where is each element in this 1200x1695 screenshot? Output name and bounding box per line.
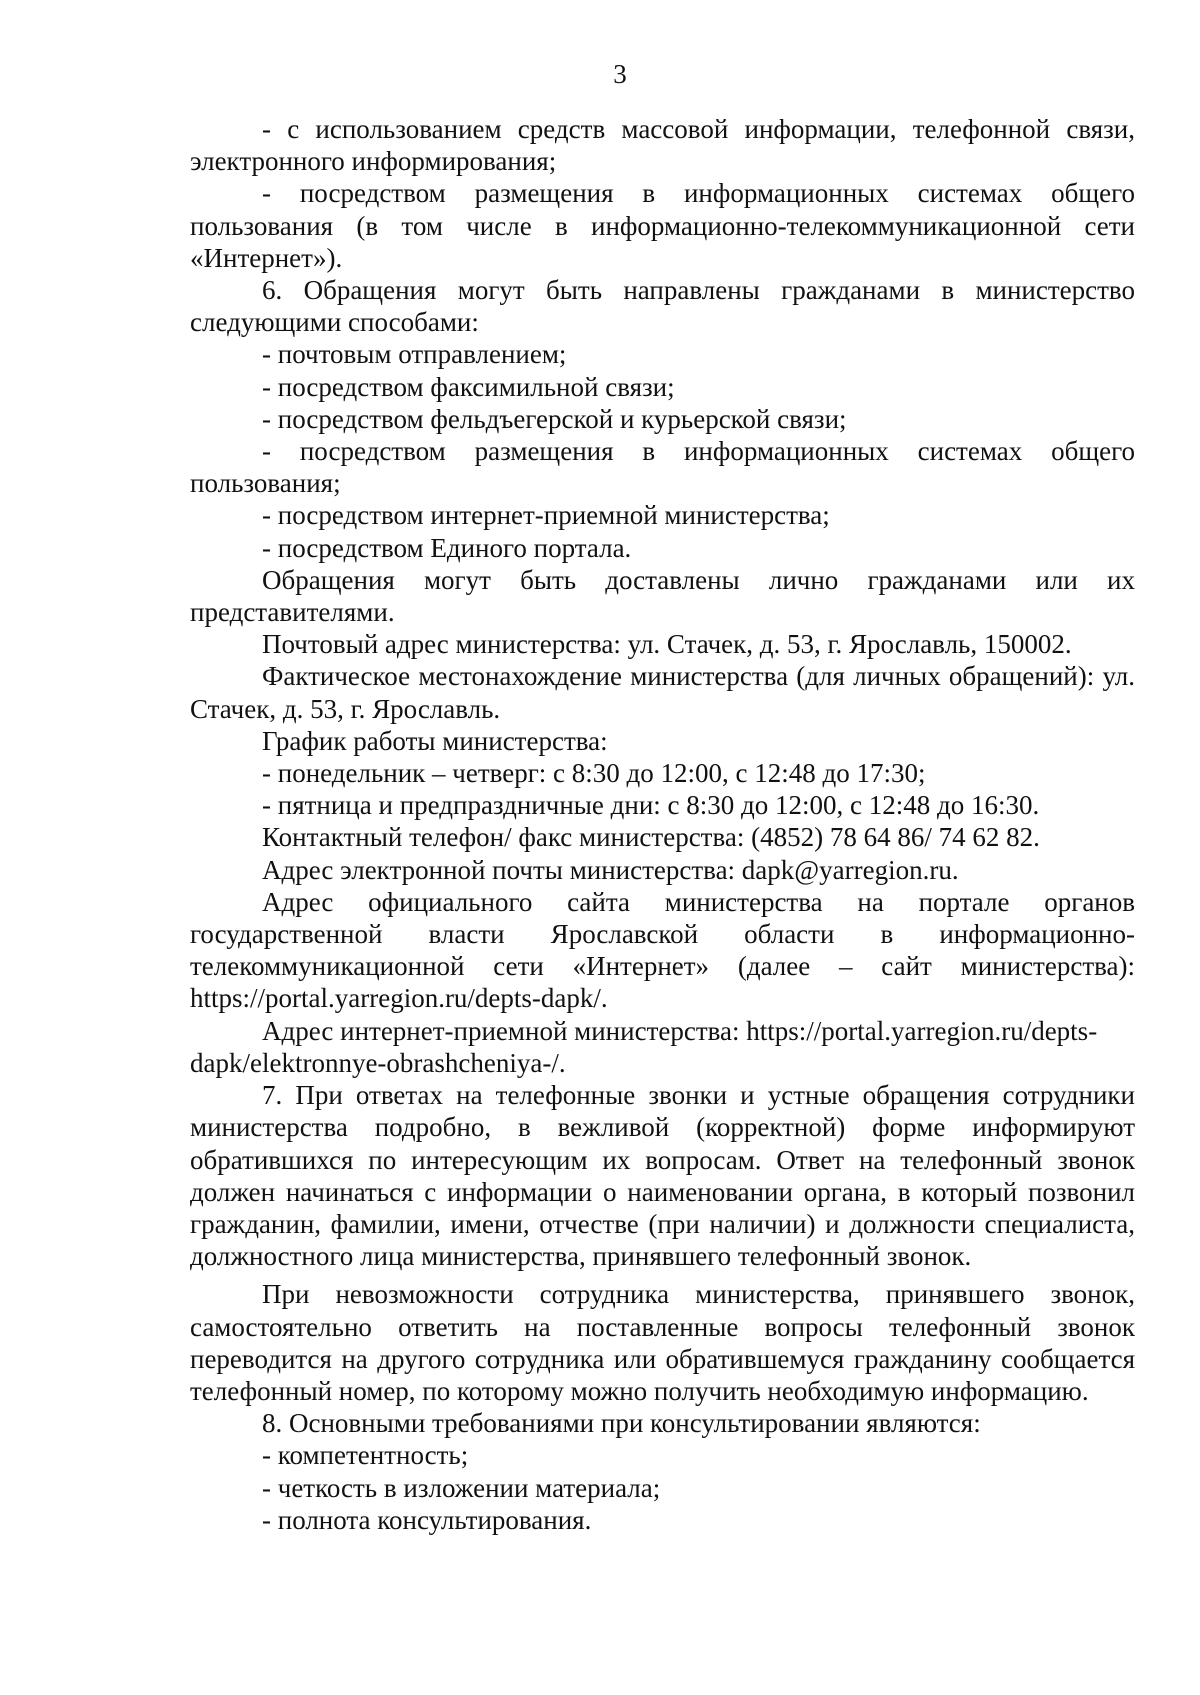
schedule-mon-thu: - понедельник – четверг: с 8:30 до 12:00, с 12:48 до 17:30; — [262, 758, 926, 789]
paragraph-schedule-title: График работы министерства: — [262, 725, 608, 756]
list-item-fax: - посредством факсимильной связи; — [262, 371, 675, 402]
paragraph-info-media: - с использованием средств массовой информации, телефонной связи, электронного информирования; — [190, 114, 1135, 177]
paragraph-actual-location: Фактическое местонахождение министерства (для личных обращений): ул. Стачек, д. 53, г. Ярославль. — [190, 661, 1135, 724]
paragraph-info-systems: - посредством размещения в информационных системах общего пользования (в том числе в информационно-телекоммуникационной сети «Интернет»). — [190, 178, 1135, 273]
paragraph-call-transfer: При невозможности сотрудника министерства, принявшего звонок, самостоятельно ответить на поставленные вопросы телефонный звонок переводится на другого сотрудника или обратившемуся гражданину сообщается телефонный номер, по которому можно получить необходимую информацию. — [190, 1279, 1135, 1406]
paragraph-item-8: 8. Основными требованиями при консультировании являются: — [262, 1408, 981, 1439]
paragraph-item-6: 6. Обращения могут быть направлены гражданами в министерство следующими способами: — [190, 275, 1135, 338]
list-item-completeness: - полнота консультирования. — [262, 1504, 592, 1535]
paragraph-contact-phone: Контактный телефон/ факс министерства: (4852) 78 64 86/ 74 62 82. — [262, 822, 1040, 853]
list-item-courier: - посредством фельдъегерской и курьерской связи; — [262, 403, 847, 434]
list-item-mail: - почтовым отправлением; — [262, 339, 567, 370]
schedule-fri: - пятница и предпраздничные дни: с 8:30 до 12:00, с 12:48 до 16:30. — [262, 790, 1040, 821]
list-item-unified-portal: - посредством Единого портала. — [262, 532, 632, 563]
list-item-info-systems: - посредством размещения в информационных системах общего пользования; — [190, 436, 1135, 499]
paragraph-postal-address: Почтовый адрес министерства: ул. Стачек, д. 53, г. Ярославль, 150002. — [262, 629, 1072, 660]
list-item-clarity: - четкость в изложении материала; — [262, 1472, 661, 1503]
paragraph-internet-reception-address: Адрес интернет-приемной министерства: https://portal.yarregion.ru/depts-dapk/elektronnye-obrashcheniya-/. — [190, 1015, 1098, 1078]
paragraph-item-7: 7. При ответах на телефонные звонки и устные обращения сотрудники министерства подробно, в вежливой (корректной) форме информируют обратившихся по интересующим их вопросам. Ответ на телефонный звонок должен начинаться с информации о наименовании органа, в который позвонил гражданин, фамилии, имени, отчестве (при наличии) и должности специалиста, должностного лица министерства, принявшего телефонный звонок. — [190, 1080, 1135, 1272]
paragraph-email: Адрес электронной почты министерства: dapk@yarregion.ru. — [262, 854, 959, 885]
page-number: 3 — [613, 59, 627, 89]
list-item-competence: - компетентность; — [262, 1440, 469, 1471]
list-item-internet-reception: - посредством интернет-приемной министерства; — [262, 500, 830, 531]
document-body — [190, 113, 1135, 1536]
paragraph-official-site: Адрес официального сайта министерства на портале органов государственной власти Ярославской области в информационно-телекоммуникационной сети «Интернет» (далее – сайт министерства): https://portal.yarregion.ru/depts-dapk/. — [190, 886, 1135, 1014]
paragraph-personal-delivery: Обращения могут быть доставлены лично гражданами или их представителями. — [190, 564, 1135, 628]
